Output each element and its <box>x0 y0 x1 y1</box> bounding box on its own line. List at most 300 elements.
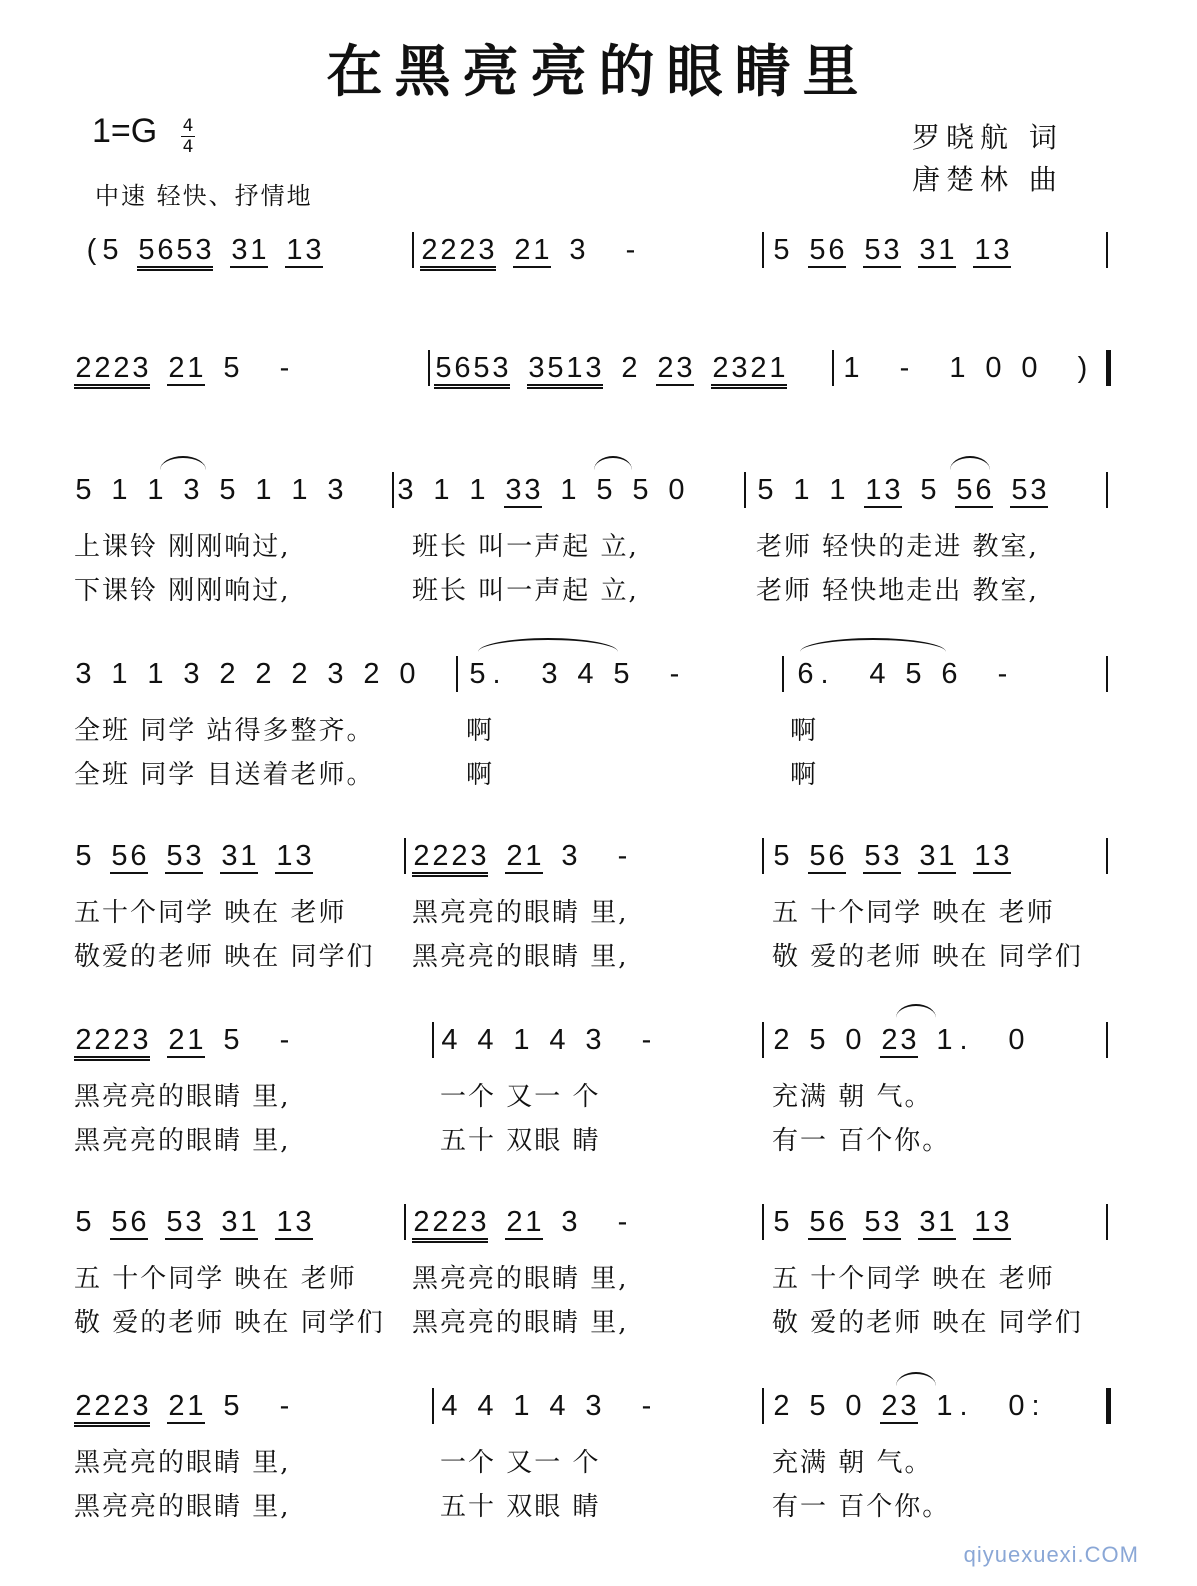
note-digit: 5 <box>75 840 92 872</box>
note-group <box>667 474 686 506</box>
lyric-line-2: 老师 轻快地走出 教室, <box>756 576 1039 606</box>
note-group <box>918 1206 956 1240</box>
note-digit: 3 <box>585 1390 602 1422</box>
note-group <box>540 658 559 690</box>
note-digit: 1 <box>286 234 303 266</box>
note-digit: 5 <box>435 352 452 384</box>
note-group <box>808 1390 827 1422</box>
note-group <box>396 474 415 506</box>
note-digit: - <box>899 352 910 384</box>
note-group <box>620 352 639 384</box>
note-digit: 1 <box>566 352 583 384</box>
note-digit: 3 <box>470 840 487 872</box>
note-group <box>275 1390 294 1422</box>
lyric-line-1: 啊 <box>466 716 495 746</box>
meter-bottom: 4 <box>182 137 194 157</box>
note-group <box>756 474 775 506</box>
note-digit: 1 <box>111 474 128 506</box>
note-group <box>412 840 488 877</box>
note-digit: 3 <box>231 234 248 266</box>
note-digit: 3 <box>183 474 200 506</box>
note-group <box>595 474 614 506</box>
note-digit: 2 <box>881 1024 898 1056</box>
note-digit: 2 <box>219 658 236 690</box>
note-group <box>326 474 345 506</box>
time-signature <box>178 116 198 157</box>
note-group <box>110 658 129 690</box>
lyricist-credit: 罗晓航 词 <box>912 121 1063 154</box>
note-digit: 1 <box>111 658 128 690</box>
note-digit: . <box>959 1024 968 1056</box>
note-group <box>74 1024 150 1061</box>
note-digit: : <box>1031 1390 1040 1422</box>
note-digit: 3 <box>900 1390 917 1422</box>
note-group <box>1007 1024 1026 1056</box>
note-digit: 3 <box>524 474 541 506</box>
note-group <box>584 1024 603 1056</box>
measure-notes <box>74 352 294 385</box>
note-digit: 1 <box>525 1206 542 1238</box>
tempo-marking: 中速 轻快、抒情地 <box>95 182 313 210</box>
measure-notes <box>796 658 1012 691</box>
note-digit: 2 <box>451 1206 468 1238</box>
note-digit: 0 <box>845 1024 862 1056</box>
lyric-line-1: 五 十个同学 映在 老师 <box>772 1264 1055 1294</box>
note-digit: 5 <box>223 352 240 384</box>
note-digit: 2 <box>657 352 674 384</box>
note-digit: 1 <box>793 474 810 506</box>
measure-notes <box>756 474 1048 507</box>
note-digit: 3 <box>295 1206 312 1238</box>
note-group <box>656 352 694 386</box>
note-digit: 2 <box>451 840 468 872</box>
note-digit: - <box>669 658 680 690</box>
notation-row <box>0 472 1197 642</box>
note-digit: 2 <box>459 234 476 266</box>
barline <box>432 1388 434 1424</box>
note-digit: 2 <box>363 658 380 690</box>
lyric-line-2: 黑亮亮的眼睛 里, <box>74 1492 291 1522</box>
note-group <box>74 1390 150 1427</box>
note-group <box>993 658 1012 690</box>
note-digit: 3 <box>221 1206 238 1238</box>
note-digit: 0 <box>668 474 685 506</box>
barline <box>1106 232 1108 268</box>
note-digit: 3 <box>585 352 602 384</box>
note-group <box>984 352 1003 384</box>
note-digit: 1 <box>291 474 308 506</box>
barline <box>1106 838 1108 874</box>
note-digit: 5 <box>176 234 193 266</box>
lyric-line-1: 上课铃 刚刚响过, <box>74 532 291 562</box>
note-group <box>432 474 451 506</box>
note-group <box>290 474 309 506</box>
note-digit: 2 <box>94 1390 111 1422</box>
note-group <box>218 658 237 690</box>
note-digit: 1 <box>250 234 267 266</box>
measure-notes <box>772 840 1011 873</box>
lyric-line-1: 五十个同学 映在 老师 <box>74 898 347 928</box>
note-group <box>1020 352 1039 384</box>
note-group <box>110 840 148 874</box>
note-digit: 1 <box>936 1024 953 1056</box>
note-group <box>74 352 150 389</box>
note-digit: 3 <box>492 352 509 384</box>
note-group <box>218 474 237 506</box>
lyric-line-1: 充满 朝 气。 <box>772 1448 933 1478</box>
note-digit: 5 <box>809 234 826 266</box>
note-group <box>222 352 241 384</box>
note-digit: 3 <box>327 474 344 506</box>
note-group <box>868 658 887 690</box>
lyric-line-2: 五十 双眼 睛 <box>440 1492 601 1522</box>
note-digit: 3 <box>883 840 900 872</box>
note-group <box>568 234 587 266</box>
note-digit: 2 <box>712 352 729 384</box>
barline <box>456 656 458 692</box>
note-group <box>254 474 273 506</box>
note-group <box>918 840 956 874</box>
note-digit: 1 <box>974 234 991 266</box>
note-digit: 2 <box>94 352 111 384</box>
note-group <box>895 352 914 384</box>
note-group <box>440 1390 459 1422</box>
lyric-line-1: 充满 朝 气。 <box>772 1082 933 1112</box>
note-digit: 5 <box>219 474 236 506</box>
note-digit: 2 <box>750 352 767 384</box>
note-group <box>792 474 811 506</box>
note-digit: 2 <box>421 234 438 266</box>
note-digit: 1 <box>560 474 577 506</box>
note-group <box>110 474 129 506</box>
barline <box>1106 1022 1108 1058</box>
notation-row <box>0 656 1197 826</box>
note-digit: 2 <box>440 234 457 266</box>
note-group <box>948 352 967 384</box>
lyric-line-2: 敬 爱的老师 映在 同学们 <box>772 1308 1083 1338</box>
note-group <box>512 1390 531 1422</box>
note-digit: - <box>617 840 628 872</box>
note-digit: 0 <box>1008 1390 1025 1422</box>
note-digit: . <box>959 1390 968 1422</box>
note-digit: 2 <box>94 1024 111 1056</box>
note-group <box>904 658 923 690</box>
measure-notes <box>440 1390 656 1423</box>
note-group <box>326 658 345 690</box>
note-digit: 3 <box>470 1206 487 1238</box>
note-group <box>220 840 258 874</box>
note-digit: 3 <box>185 840 202 872</box>
note-digit: 3 <box>397 474 414 506</box>
note-digit: 3 <box>295 840 312 872</box>
note-digit: 5 <box>166 840 183 872</box>
note-digit: 0 <box>1021 352 1038 384</box>
note-digit: 1 <box>974 840 991 872</box>
note-digit: 1 <box>949 352 966 384</box>
note-digit: 2 <box>514 234 531 266</box>
note-group <box>955 474 993 508</box>
barline <box>1106 350 1111 386</box>
note-group <box>82 234 120 266</box>
note-group <box>864 474 902 508</box>
note-group <box>275 1024 294 1056</box>
note-digit: 3 <box>478 234 495 266</box>
barline <box>762 838 764 874</box>
notation-row <box>0 1204 1197 1374</box>
note-group <box>505 1206 543 1240</box>
lyric-line-2: 黑亮亮的眼睛 里, <box>74 1126 291 1156</box>
lyric-line-1: 一个 又一 个 <box>440 1082 601 1112</box>
note-digit: - <box>279 352 290 384</box>
note-group <box>434 352 510 389</box>
note-group <box>772 1390 791 1422</box>
note-group <box>362 658 381 690</box>
note-digit: 3 <box>541 658 558 690</box>
note-digit: 5 <box>613 658 630 690</box>
note-group <box>772 840 791 872</box>
note-digit: - <box>641 1024 652 1056</box>
note-digit: 5 <box>809 840 826 872</box>
note-digit: 6 <box>975 474 992 506</box>
note-digit: ( <box>86 234 97 266</box>
note-digit: 3 <box>528 352 545 384</box>
note-digit: 5 <box>111 1206 128 1238</box>
note-group <box>796 658 834 690</box>
meter-top: 4 <box>182 116 194 136</box>
note-group <box>74 840 93 872</box>
lyric-line-2: 啊 <box>790 760 819 790</box>
barline <box>1106 472 1108 508</box>
note-digit: 3 <box>327 658 344 690</box>
note-group <box>146 658 165 690</box>
note-group <box>512 1024 531 1056</box>
note-group <box>808 1024 827 1056</box>
note-digit: 5 <box>223 1024 240 1056</box>
barline <box>404 1204 406 1240</box>
note-digit: 3 <box>993 840 1010 872</box>
note-group <box>74 474 93 506</box>
note-digit: 2 <box>621 352 638 384</box>
note-group <box>935 1024 973 1056</box>
note-digit: 2 <box>773 1390 790 1422</box>
barline <box>1106 1204 1108 1240</box>
note-group <box>230 234 268 268</box>
note-digit: 5 <box>547 352 564 384</box>
note-digit: 2 <box>432 1206 449 1238</box>
lyric-line-1: 五 十个同学 映在 老师 <box>74 1264 357 1294</box>
lyric-line-1: 一个 又一 个 <box>440 1448 601 1478</box>
note-digit: 5 <box>773 840 790 872</box>
note-group <box>468 474 487 506</box>
note-group <box>254 658 273 690</box>
barline <box>1106 656 1108 692</box>
note-digit: 1 <box>276 840 293 872</box>
lyric-line-2: 下课铃 刚刚响过, <box>74 576 291 606</box>
note-digit: 1 <box>187 1024 204 1056</box>
note-digit: 3 <box>883 1206 900 1238</box>
note-digit: 1 <box>865 474 882 506</box>
note-digit: 1 <box>147 474 164 506</box>
notation-row <box>0 1022 1197 1192</box>
measure-notes <box>440 1024 656 1057</box>
note-group <box>863 234 901 268</box>
note-digit: 3 <box>1030 474 1047 506</box>
note-group <box>146 474 165 506</box>
barline <box>832 350 834 386</box>
note-group <box>548 1390 567 1422</box>
note-digit: 4 <box>549 1390 566 1422</box>
note-digit: 2 <box>506 840 523 872</box>
note-group <box>285 234 323 268</box>
measure-notes <box>74 658 417 691</box>
note-group <box>513 234 551 268</box>
notation-row <box>0 838 1197 1008</box>
note-digit: 5 <box>905 658 922 690</box>
note-digit: 0 <box>399 658 416 690</box>
measure-notes <box>842 352 1092 385</box>
note-group <box>772 234 791 266</box>
note-digit: 3 <box>505 474 522 506</box>
lyric-line-1: 黑亮亮的眼睛 里, <box>74 1448 291 1478</box>
measure-notes <box>412 840 632 873</box>
note-digit: 5 <box>757 474 774 506</box>
note-group <box>74 658 93 690</box>
lyric-line-2: 有一 百个你。 <box>772 1126 951 1156</box>
note-digit: . <box>820 658 829 690</box>
note-group <box>275 840 313 874</box>
note-group <box>74 1206 93 1238</box>
measure-notes <box>74 840 313 873</box>
note-digit: 1 <box>255 474 272 506</box>
note-group <box>808 1206 846 1240</box>
note-digit: 1 <box>938 1206 955 1238</box>
note-digit: 1 <box>938 840 955 872</box>
note-group <box>275 1206 313 1240</box>
site-watermark: qiyuexuexi.COM <box>963 1542 1139 1567</box>
note-digit: 2 <box>75 1390 92 1422</box>
note-digit: 3 <box>919 234 936 266</box>
note-digit: - <box>997 658 1008 690</box>
note-digit: ) <box>1077 352 1088 384</box>
note-digit: 5 <box>596 474 613 506</box>
note-digit: 1 <box>936 1390 953 1422</box>
note-digit: - <box>625 234 636 266</box>
note-digit: 5 <box>773 1206 790 1238</box>
note-group <box>182 658 201 690</box>
note-digit: 2 <box>506 1206 523 1238</box>
note-group <box>137 234 213 271</box>
note-group <box>631 474 650 506</box>
measure-notes <box>420 234 640 267</box>
note-digit: 1 <box>187 1390 204 1422</box>
note-group <box>290 658 309 690</box>
note-group <box>584 1390 603 1422</box>
lyric-line-1: 啊 <box>790 716 819 746</box>
note-group <box>165 1206 203 1240</box>
note-digit: 5 <box>809 1024 826 1056</box>
note-digit: 6 <box>157 234 174 266</box>
note-group <box>559 474 578 506</box>
note-group <box>167 352 205 386</box>
note-group <box>468 658 506 690</box>
note-group <box>560 1206 579 1238</box>
note-digit: - <box>279 1024 290 1056</box>
note-digit: 5 <box>102 234 119 266</box>
note-digit: 1 <box>187 352 204 384</box>
note-group <box>935 1390 973 1422</box>
note-digit: 3 <box>305 234 322 266</box>
note-digit: 5 <box>864 1206 881 1238</box>
measure-notes <box>74 474 345 507</box>
note-group <box>621 234 640 266</box>
note-group <box>844 1024 863 1056</box>
note-group <box>220 1206 258 1240</box>
note-digit: 3 <box>731 352 748 384</box>
note-digit: 2 <box>113 352 130 384</box>
note-group <box>973 234 1011 268</box>
measure-notes <box>772 1390 1045 1423</box>
note-digit: 2 <box>113 1390 130 1422</box>
note-digit: 1 <box>276 1206 293 1238</box>
lyric-line-2: 黑亮亮的眼睛 里, <box>412 1308 629 1338</box>
note-group <box>505 840 543 874</box>
note-digit: 3 <box>676 352 693 384</box>
lyric-line-2: 敬 爱的老师 映在 同学们 <box>74 1308 385 1338</box>
note-digit: 3 <box>993 234 1010 266</box>
note-digit: 2 <box>75 352 92 384</box>
note-group <box>222 1024 241 1056</box>
note-group <box>412 1206 488 1243</box>
barline <box>1106 1388 1111 1424</box>
note-digit: 3 <box>884 474 901 506</box>
note-digit: 4 <box>577 658 594 690</box>
measure-notes <box>772 234 1011 267</box>
note-digit: 6 <box>454 352 471 384</box>
note-group <box>842 352 861 384</box>
note-digit: 3 <box>883 234 900 266</box>
note-group <box>222 1390 241 1422</box>
note-group <box>167 1024 205 1058</box>
note-digit: - <box>641 1390 652 1422</box>
note-group <box>880 1024 918 1058</box>
note-group <box>576 658 595 690</box>
note-group <box>918 234 956 268</box>
note-group <box>275 352 294 384</box>
note-digit: 2 <box>75 1024 92 1056</box>
measure-notes <box>74 1024 294 1057</box>
note-group <box>527 352 603 389</box>
note-digit: 5 <box>111 840 128 872</box>
note-group <box>919 474 938 506</box>
note-group <box>613 840 632 872</box>
note-digit: 3 <box>185 1206 202 1238</box>
note-digit: 5 <box>138 234 155 266</box>
note-digit: . <box>492 658 501 690</box>
lyric-line-2: 班长 叫一声起 立, <box>412 576 639 606</box>
slur-mark <box>896 1372 936 1386</box>
note-group <box>772 1024 791 1056</box>
note-digit: 1 <box>829 474 846 506</box>
note-digit: 1 <box>843 352 860 384</box>
lyric-line-1: 黑亮亮的眼睛 里, <box>412 1264 629 1294</box>
note-digit: 0 <box>1008 1024 1025 1056</box>
note-group <box>711 352 787 389</box>
note-digit: 6 <box>828 840 845 872</box>
note-group <box>1073 352 1092 384</box>
note-group <box>772 1206 791 1238</box>
note-digit: 1 <box>533 234 550 266</box>
note-digit: 5 <box>864 234 881 266</box>
